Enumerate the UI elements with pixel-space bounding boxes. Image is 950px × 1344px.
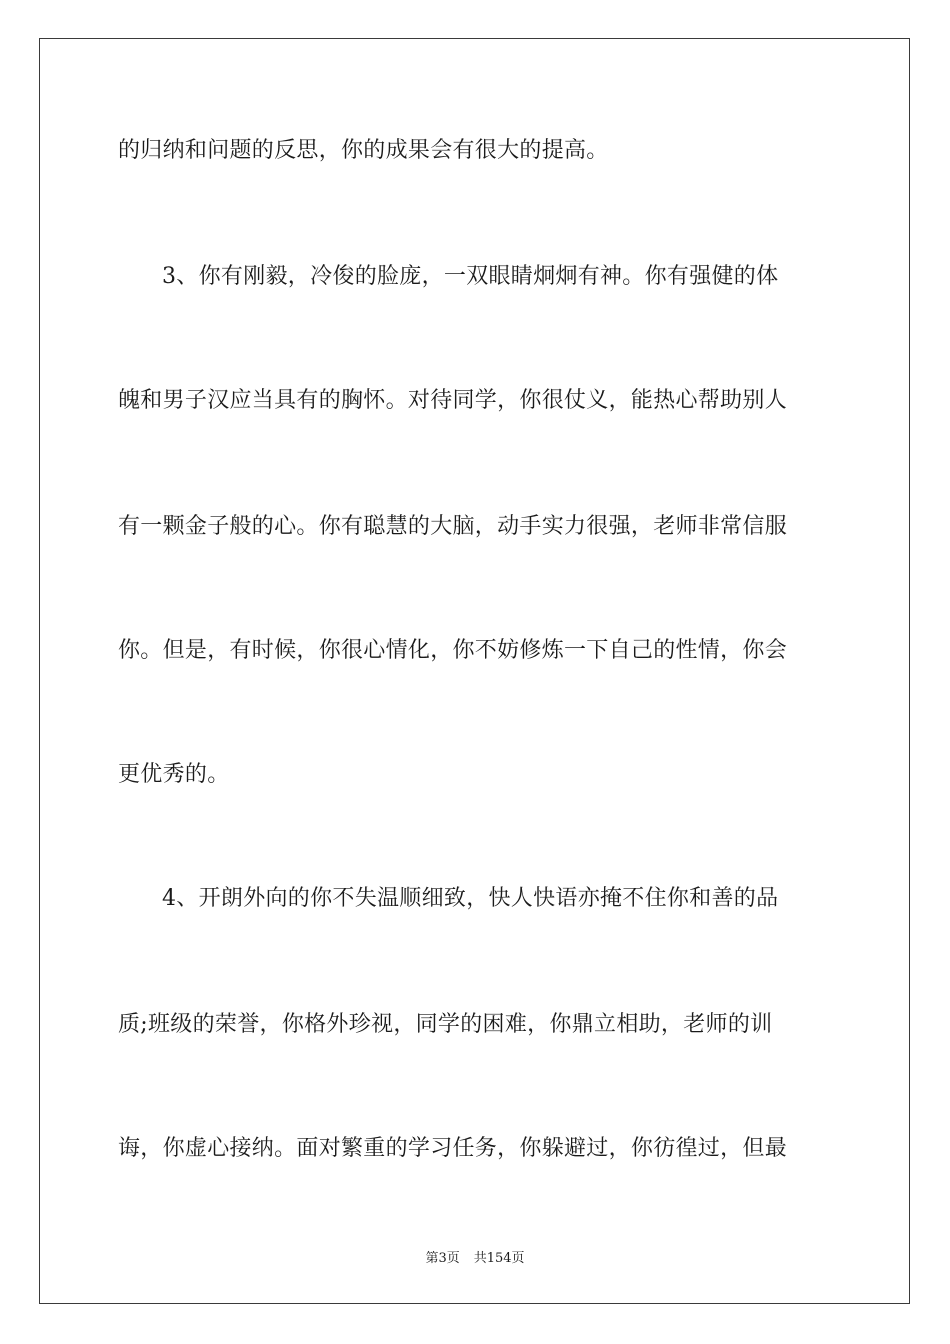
text-line-8: 质;班级的荣誉，你格外珍视，同学的困难，你鼎立相助，老师的训 [118, 1012, 773, 1037]
text-line-4: 有一颗金子般的心。你有聪慧的大脑，动手实力很强，老师非常信服 [118, 514, 788, 539]
text-line-6: 更优秀的。 [118, 762, 230, 787]
text-line-5: 你。但是，有时候，你很心情化，你不妨修炼一下自己的性情，你会 [118, 638, 788, 663]
page-total: 共154页 [473, 1251, 525, 1266]
text-line-9: 诲，你虚心接纳。面对繁重的学习任务，你躲避过，你彷徨过，但最 [118, 1136, 788, 1161]
text-line-2: 3、你有刚毅，冷俊的脸庞，一双眼睛炯炯有神。你有强健的体 [162, 264, 779, 289]
text-line-7: 4、开朗外向的你不失温顺细致，快人快语亦掩不住你和善的品 [162, 886, 779, 911]
text-line-3: 魄和男子汉应当具有的胸怀。对待同学，你很仗义，能热心帮助别人 [118, 388, 788, 413]
text-line-1: 的归纳和问题的反思，你的成果会有很大的提高。 [118, 138, 609, 163]
page-number: 第3页 [425, 1251, 460, 1266]
page-border [39, 38, 910, 1304]
page-footer [0, 1247, 950, 1266]
